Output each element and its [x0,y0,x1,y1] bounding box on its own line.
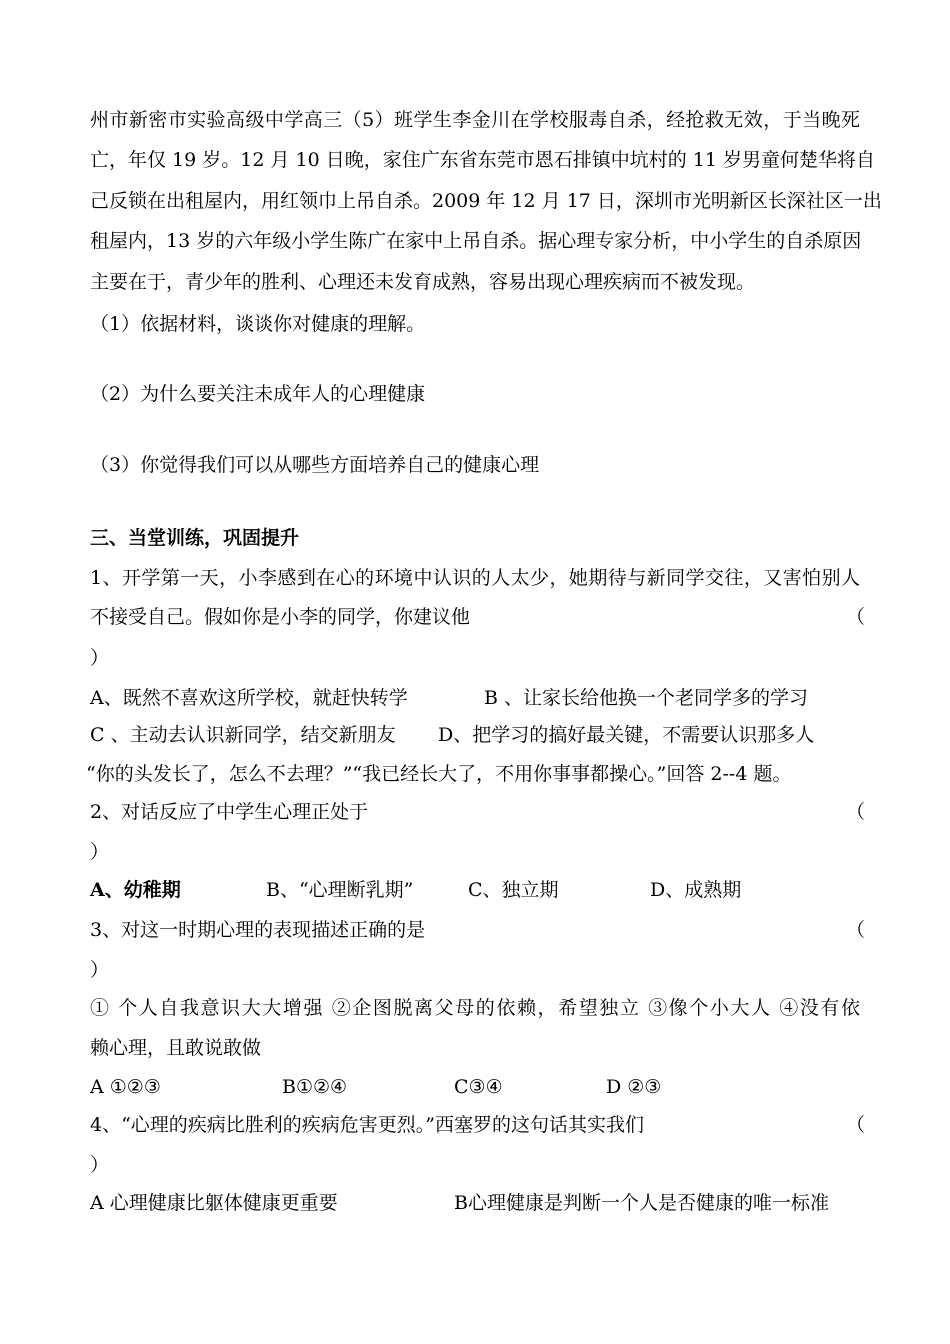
q2-option-d: D、成熟期 [650,879,742,901]
q4-paren-close: ） [90,1154,110,1176]
material-line-5: 主要在于，青少年的胜利、心理还未发育成熟，容易出现心理疾病而不被发现。 [90,271,756,293]
q3-statements-line-1: ① 个人自我意识大大增强 ②企图脱离父母的依赖，希望独立 ③像个小大人 ④没有依 [90,997,860,1019]
q2-paren-close: ） [90,841,110,863]
material-question-1: （1）依据材料，谈谈你对健康的理解。 [90,313,426,335]
q3-statements-line-2: 赖心理，且敢说敢做 [90,1037,262,1059]
q2-option-b: B、“心理断乳期” [266,879,414,901]
q3-paren-close: ） [90,959,110,981]
q3-paren-open: （ [846,919,866,941]
q3-stem: 3、对这一时期心理的表现描述正确的是 [90,919,426,941]
q1-option-b: B 、让家长给他换一个老同学多的学习 [484,687,809,709]
q2-option-a: A、幼稚期 [90,879,181,901]
q1-line-1: 1、开学第一天，小李感到在心的环境中认识的人太少，她期待与新同学交往，又害怕别人 [90,567,860,589]
material-line-1: 州市新密市实验高级中学高三（5）班学生李金川在学校服毒自杀，经抢救无效，于当晚死 [90,109,860,131]
q4-option-a: A 心理健康比躯体健康更重要 [90,1192,338,1214]
q1-option-a: A、既然不喜欢这所学校，就赶快转学 [90,687,408,709]
q2-stem: 2、对话反应了中学生心理正处于 [90,801,369,823]
material-line-4: 租屋内，13 岁的六年级小学生陈广在家中上吊自杀。据心理专家分析，中小学生的自杀原因 [90,230,862,252]
q2-paren-open: （ [846,801,866,823]
dialogue-line: “你的头发长了，怎么不去理？”“我已经长大了，不用你事事都操心。”回答 2--4 题。 [86,763,792,785]
q1-paren-open: （ [846,606,866,628]
q4-stem: 4、“心理的疾病比胜利的疾病危害更烈。”西塞罗的这句话其实我们 [90,1114,645,1136]
section-heading: 三、当堂训练，巩固提升 [90,527,300,549]
q3-option-a: A ①②③ [90,1076,161,1098]
q1-option-d: D、把学习的搞好最关键，不需要认识那多人 [438,724,815,746]
q1-paren-close: ） [90,647,110,669]
q4-paren-open: （ [846,1114,866,1136]
q3-option-b: B①②④ [282,1076,348,1098]
material-line-3: 己反锁在出租屋内，用红领巾上吊自杀。2009 年 12 月 17 日，深圳市光明新区长深社区一出 [90,190,882,212]
material-question-3: （3）你觉得我们可以从哪些方面培养自己的健康心理 [90,454,540,476]
q4-option-b: B心理健康是判断一个人是否健康的唯一标准 [454,1192,829,1214]
material-question-2: （2）为什么要关注未成年人的心理健康 [90,383,426,405]
material-line-2: 亡，年仅 19 岁。12 月 10 日晚，家住广东省东莞市恩石排镇中坑村的 11 岁男童何楚华将自 [90,149,875,171]
q2-option-c: C、独立期 [468,879,559,901]
q3-option-c: C③④ [454,1076,503,1098]
q3-option-d: D ②③ [606,1076,662,1098]
q1-option-c: C 、主动去认识新同学，结交新朋友 [90,724,396,746]
q1-line-2: 不接受自己。假如你是小李的同学，你建议他 [90,606,471,628]
